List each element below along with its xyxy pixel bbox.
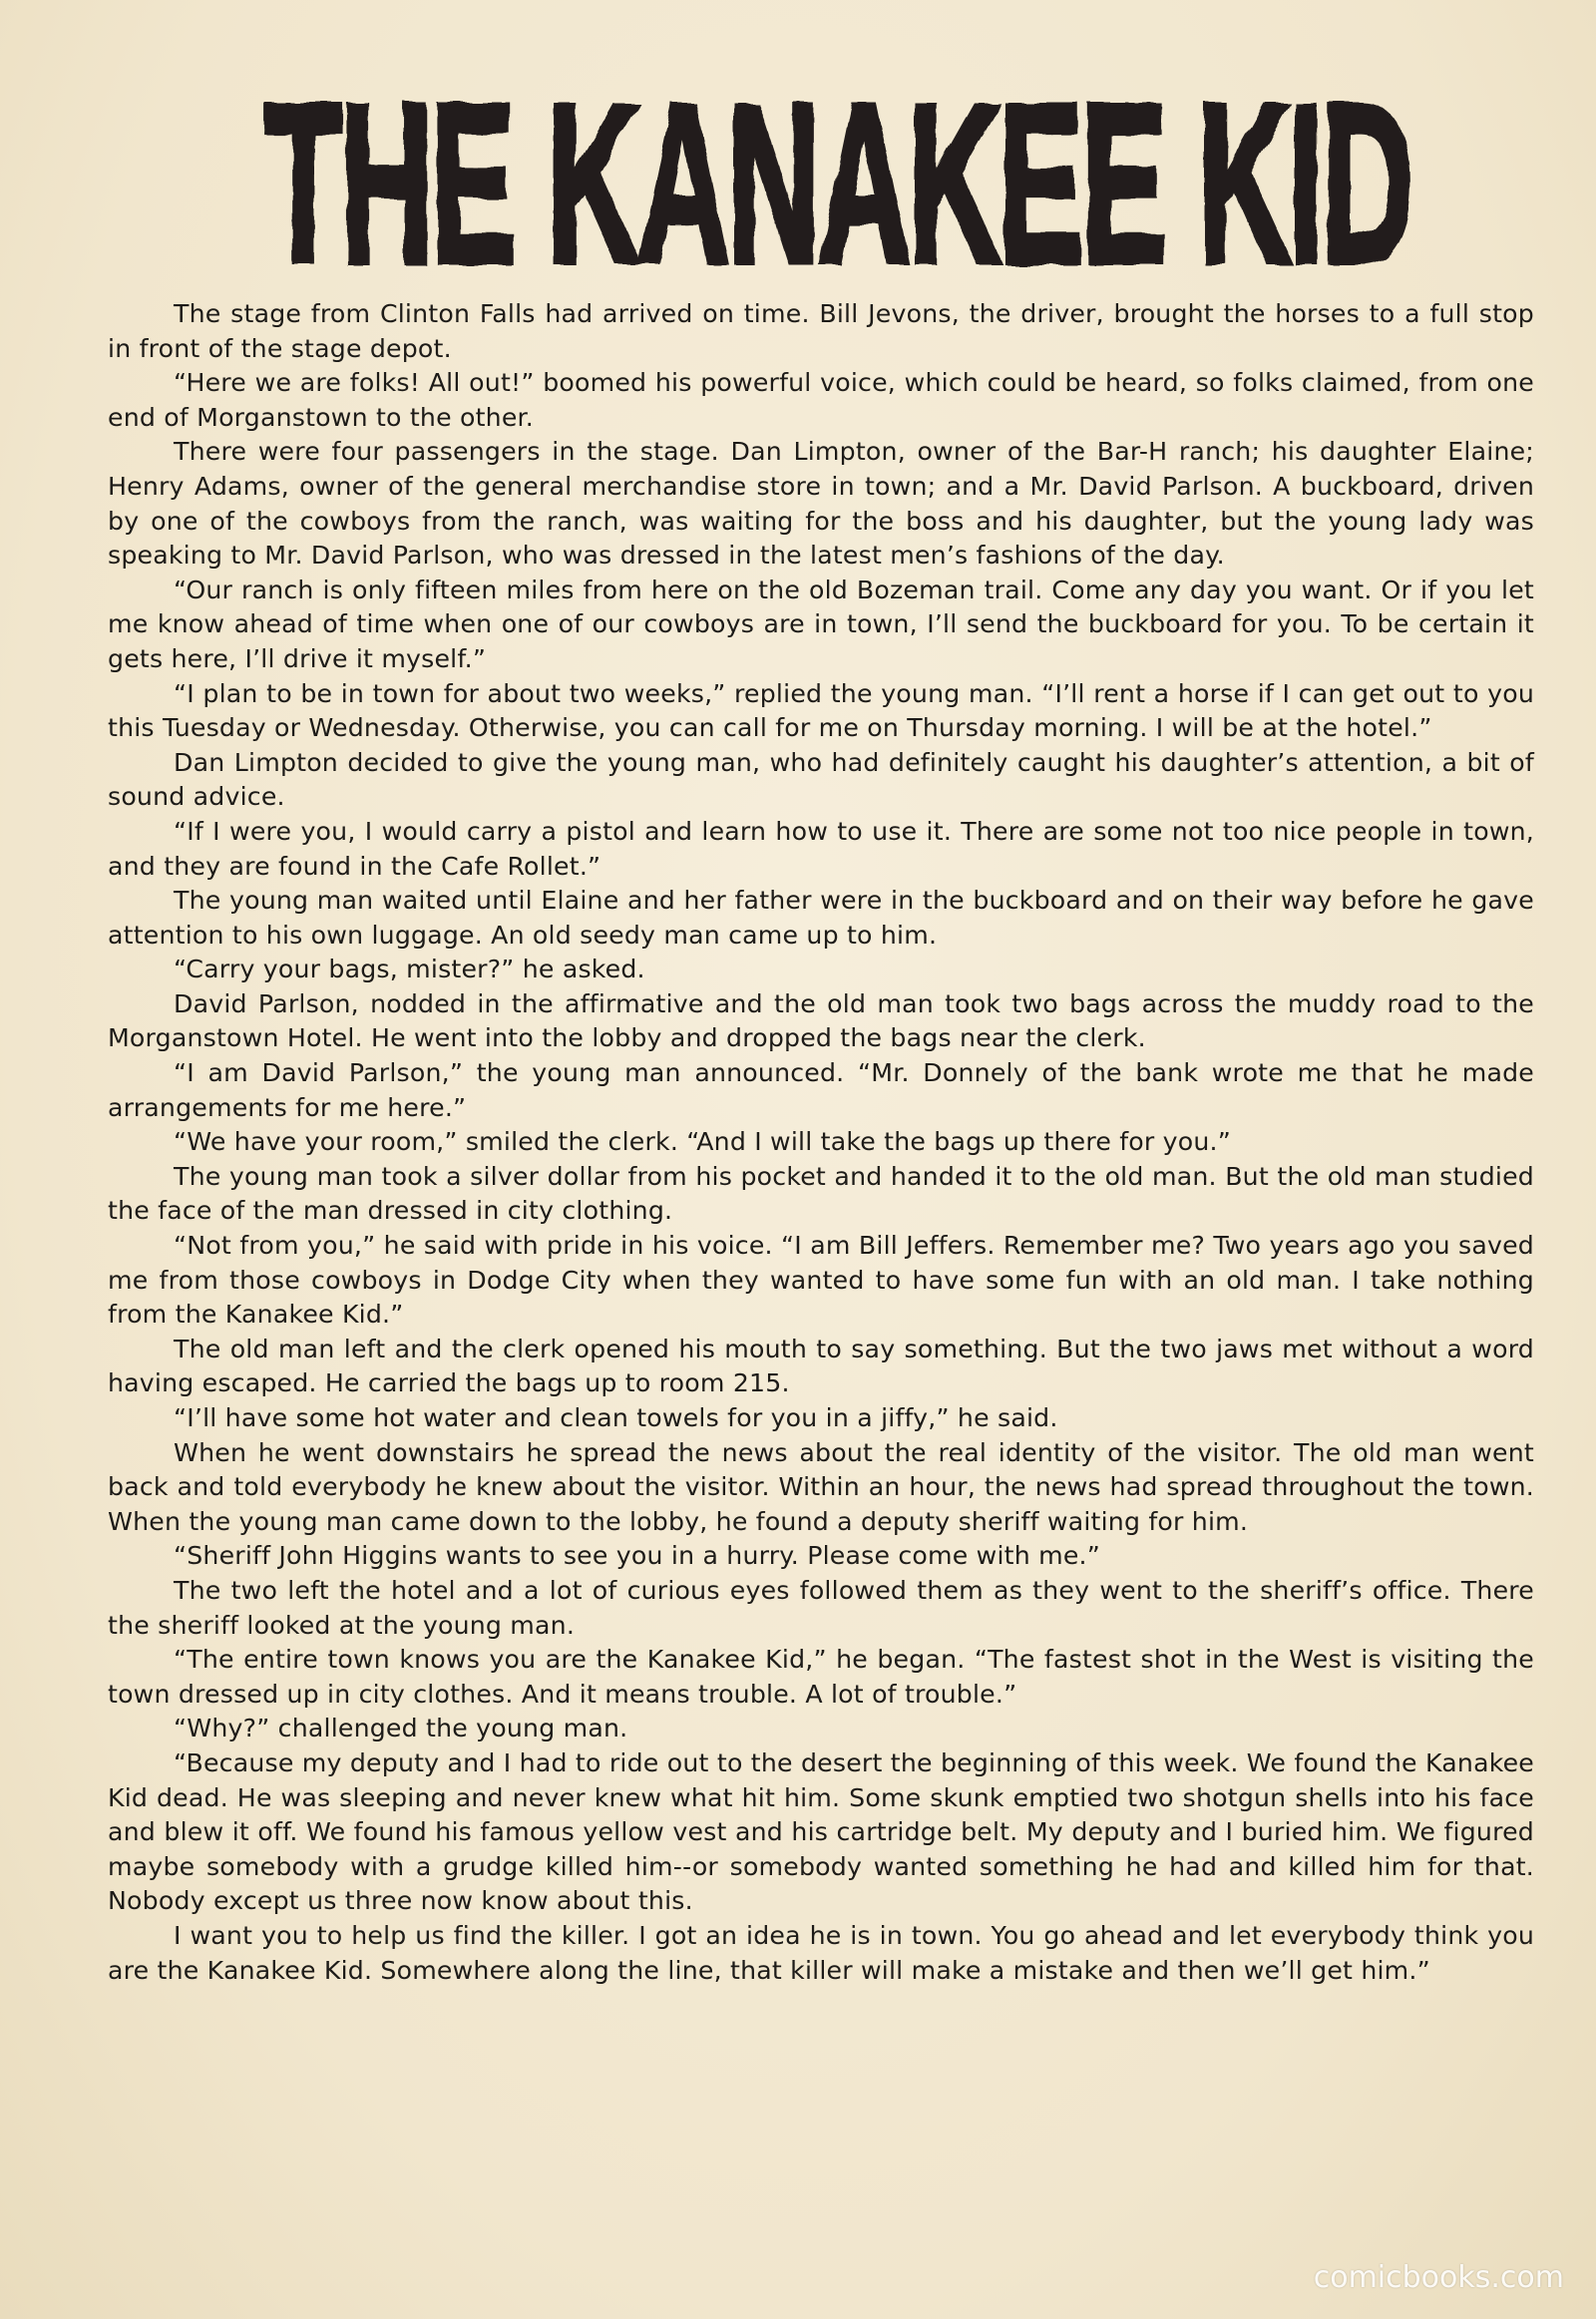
story-title-lettering xyxy=(239,70,1436,299)
story-paragraph: “If I were you, I would carry a pistol and learn how to use it. There are some not too nice people in town, and they are found in the Cafe Rollet.” xyxy=(108,816,1534,881)
story-title xyxy=(239,70,1436,299)
story-paragraph: “I am David Parlson,” the young man announced. “Mr. Donnely of the bank wrote me that he made arrangements for me here.” xyxy=(108,1058,1534,1122)
story-paragraph: “I’ll have some hot water and clean towels for you in a jiffy,” he said. xyxy=(174,1403,1058,1432)
story-paragraph: “Carry your bags, mister?” he asked. xyxy=(174,955,645,984)
story-paragraph: I want you to help us find the killer. I got an idea he is in town. You go ahead and let everybody think you are the Kanakee Kid. Somewhere along the line, that killer will make a mistake and then we’ll get him.” xyxy=(108,1920,1534,1985)
story-paragraph: “Why?” challenged the young man. xyxy=(174,1714,628,1743)
story-title-text: THE KANAKEE KID xyxy=(263,70,1411,299)
story-paragraph: “I plan to be in town for about two weeks,” replied the young man. “I’ll rent a horse if I can get out to you this Tuesday or Wednesday. Otherwise, you can call for me on Thursday morning. I will be at the hotel.” xyxy=(108,678,1534,743)
story-body xyxy=(108,297,1534,1988)
story-paragraph: “The entire town knows you are the Kanakee Kid,” he began. “The fastest shot in the West is visiting the town dressed up in city clothes. And it means trouble. A lot of trouble.” xyxy=(108,1645,1534,1709)
site-watermark: comicbooks.com xyxy=(1313,2260,1564,2295)
story-paragraph: There were four passengers in the stage. Dan Limpton, owner of the Bar-H ranch; his daughter Elaine; Henry Adams, owner of the general merchandise store in town; and a Mr. David Parlson. A buckboard, driven by one of the cowboys from the ranch, was waiting for the boss and his daughter, but the young lady was speaking to Mr. David Parlson, who was dressed in the latest men’s fashions of the day. xyxy=(108,437,1534,571)
story-paragraph: The stage from Clinton Falls had arrived on time. Bill Jevons, the driver, brought the horses to a full stop in front of the stage depot. xyxy=(108,299,1534,363)
story-paragraph: When he went downstairs he spread the news about the real identity of the visitor. The old man went back and told everybody he knew about the visitor. Within an hour, the news had spread throughout the town. When the young man came down to the lobby, he found a deputy sheriff waiting for him. xyxy=(108,1437,1534,1536)
story-paragraph: David Parlson, nodded in the affirmative and the old man took two bags across the muddy road to the Morganstown Hotel. He went into the lobby and dropped the bags near the clerk. xyxy=(108,988,1534,1053)
story-paragraph: The two left the hotel and a lot of curious eyes followed them as they went to the sheriff’s office. There the sheriff looked at the young man. xyxy=(108,1575,1534,1640)
story-paragraph: “Because my deputy and I had to ride out to the desert the beginning of this week. We found the Kanakee Kid dead. He was sleeping and never knew what hit him. Some skunk emptied two shotgun shells into his face and blew it off. We found his famous yellow vest and his cartridge belt. My deputy and I buried him. We figured maybe somebody with a grudge killed him--or somebody wanted something he had and killed him for that. Nobody except us three now know about this. xyxy=(108,1747,1534,1916)
story-paragraph: “Here we are folks! All out!” boomed his powerful voice, which could be heard, so folks claimed, from one end of Morganstown to the other. xyxy=(108,368,1534,432)
story-paragraph: “We have your room,” smiled the clerk. “And I will take the bags up there for you.” xyxy=(174,1127,1232,1157)
story-paragraph: “Our ranch is only fifteen miles from here on the old Bozeman trail. Come any day you want. Or if you let me know ahead of time when one of our cowboys are in town, I’ll send the buckboard for you. To be certain it gets here, I’ll drive it myself.” xyxy=(108,575,1534,673)
story-paragraph: Dan Limpton decided to give the young man, who had definitely caught his daughter’s attention, a bit of sound advice. xyxy=(108,747,1534,812)
story-paragraph: “Sheriff John Higgins wants to see you in a hurry. Please come with me.” xyxy=(174,1541,1100,1571)
story-paragraph: “Not from you,” he said with pride in his voice. “I am Bill Jeffers. Remember me? Two years ago you saved me from those cowboys in Dodge City when they wanted to have some fun with an old man. I take nothing from the Kanakee Kid.” xyxy=(108,1231,1534,1330)
story-paragraph: The young man waited until Elaine and her father were in the buckboard and on their way before he gave attention to his own luggage. An old seedy man came up to him. xyxy=(108,886,1534,950)
story-paragraph: The old man left and the clerk opened his mouth to say something. But the two jaws met without a word having escaped. He carried the bags up to room 215. xyxy=(108,1334,1534,1398)
story-paragraph: The young man took a silver dollar from his pocket and handed it to the old man. But the old man studied the face of the man dressed in city clothing. xyxy=(108,1161,1534,1226)
